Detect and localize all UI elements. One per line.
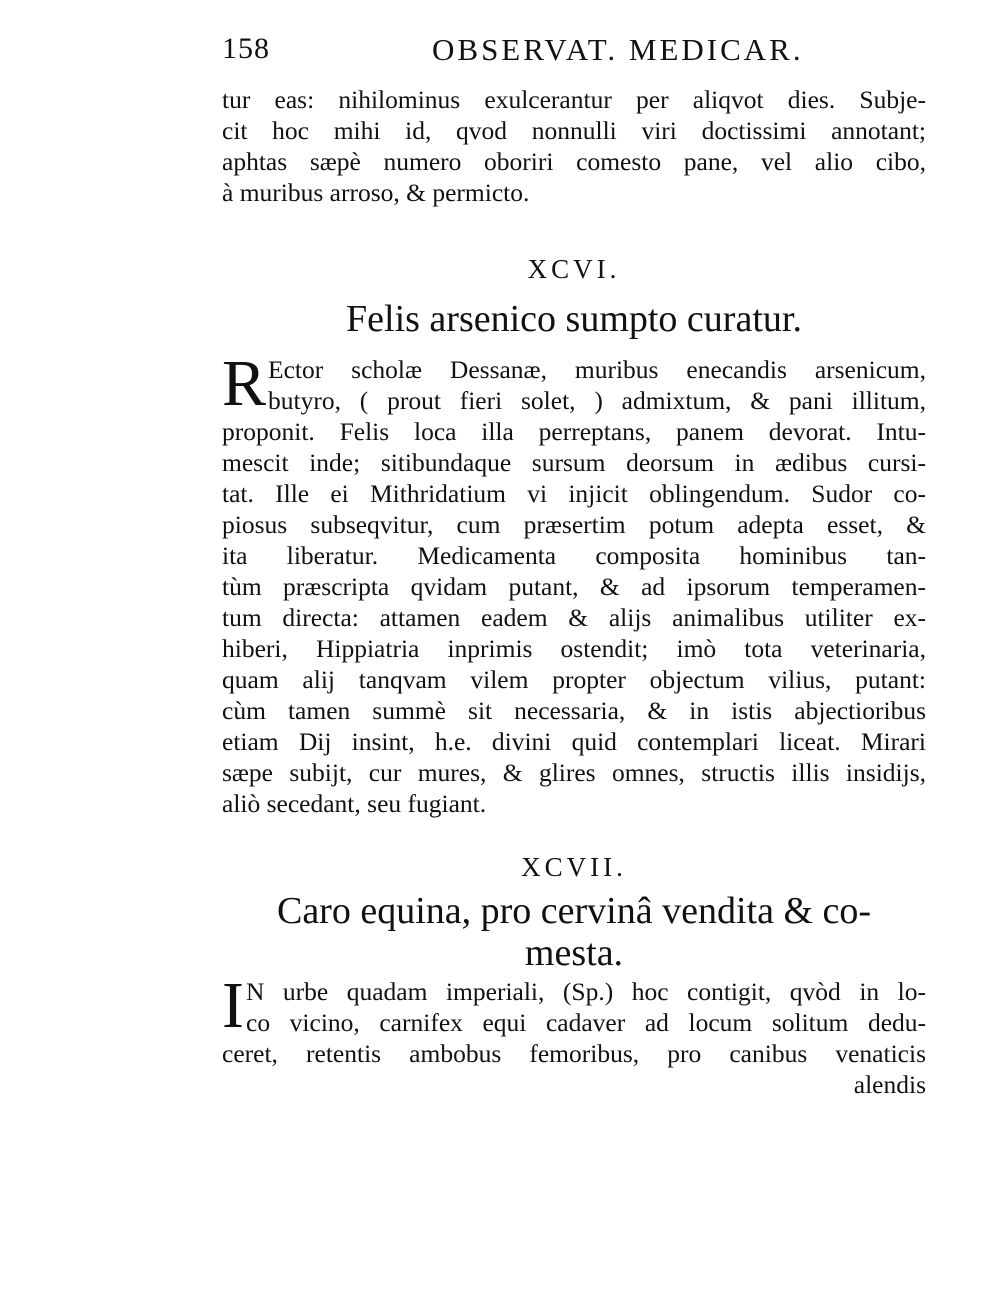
intro-paragraph xyxy=(222,84,926,208)
text-line: aphtas sæpè numero oboriri comesto pane, vel alio cibo, xyxy=(222,147,926,176)
text-line: co vicino, carnifex equi cadaver ad locum solitum dedu- xyxy=(246,1008,926,1037)
observation-title xyxy=(222,890,926,974)
text-line: ceret, retentis ambobus femoribus, pro canibus venaticis xyxy=(222,1039,926,1068)
text-line: ita liberatur. Medicamenta composita hominibus tan- xyxy=(222,541,926,570)
text-line: mescit inde; sitibundaque sursum deorsum in ædibus cursi- xyxy=(222,448,926,477)
text-line: hiberi, Hippiatria inprimis ostendit; imò tota veterinaria, xyxy=(222,634,926,663)
text-line: piosus subseqvitur, cum præsertim potum adepta esset, & xyxy=(222,510,926,539)
text-line: etiam Dij insint, h.e. divini quid contemplari liceat. Mirari xyxy=(222,727,926,756)
text-line: cit hoc mihi id, qvod nonnulli viri doctissimi annotant; xyxy=(222,116,926,145)
text-line: butyro, ( prout fieri solet, ) admixtum, & pani illitum, xyxy=(268,386,926,415)
page-number: 158 xyxy=(222,32,270,65)
text-line: sæpe subijt, cur mures, & glires omnes, structis illis insidijs, xyxy=(222,758,926,787)
catchword: alendis xyxy=(853,1070,926,1099)
text-line: à muribus arroso, & permicto. xyxy=(222,178,530,207)
text-line: tur eas: nihilominus exulcerantur per aliqvot dies. Subje- xyxy=(222,85,926,114)
text-line: N urbe quadam imperiali, (Sp.) hoc contigit, qvòd in lo- xyxy=(246,977,926,1006)
observation-numeral: XCVI. xyxy=(527,254,621,284)
drop-cap: I xyxy=(222,969,244,1042)
text-line: tùm præscripta qvidam putant, & ad ipsorum temperamen- xyxy=(222,572,926,601)
observation-numeral: XCVII. xyxy=(521,852,627,882)
running-title: OBSERVAT. MEDICAR. xyxy=(432,32,804,67)
text-line: aliò secedant, seu fugiant. xyxy=(222,789,487,818)
text-line: cùm tamen summè sit necessaria, & in istis abjectioribus xyxy=(222,696,926,725)
text-line: tum directa: attamen eadem & alijs animalibus utiliter ex- xyxy=(222,603,926,632)
drop-cap: R xyxy=(222,347,267,420)
running-head xyxy=(222,30,942,74)
text-line: tat. Ille ei Mithridatium vi injicit oblingendum. Sudor co- xyxy=(222,479,926,508)
observation-title xyxy=(222,298,926,340)
text-line: quam alij tanqvam vilem propter objectum vilius, putant: xyxy=(222,665,926,694)
title-line: Caro equina, pro cervinâ vendita & co- xyxy=(276,890,872,932)
text-line: Ector scholæ Dessanæ, muribus enecandis arsenicum, xyxy=(268,355,926,384)
text-line: proponit. Felis loca illa perreptans, panem devorat. Intu- xyxy=(222,417,926,446)
title-line: Felis arsenico sumpto curatur. xyxy=(346,298,802,340)
title-line: mesta. xyxy=(524,932,624,974)
